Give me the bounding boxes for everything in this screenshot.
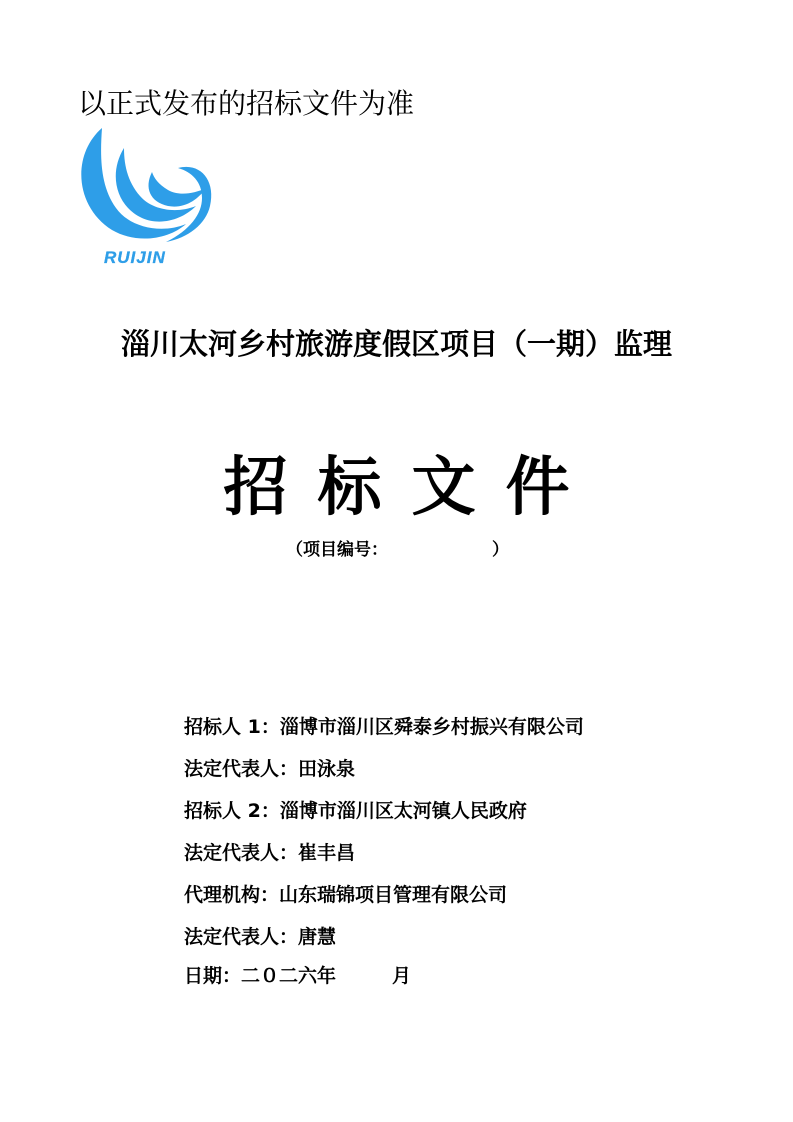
row-value: 淄博市淄川区太河镇人民政府	[279, 800, 527, 822]
row-label: 招标人 1：	[184, 716, 280, 738]
row-label: 法定代表人：	[184, 842, 299, 864]
row-value: 淄博市淄川区舜泰乡村振兴有限公司	[279, 716, 584, 738]
tenderer-2-row	[184, 790, 584, 832]
date-label: 日期：	[184, 965, 242, 987]
agency-row	[184, 874, 584, 916]
project-number-close: ）	[492, 540, 509, 560]
project-number	[286, 536, 509, 564]
row-value: 山东瑞锦项目管理有限公司	[279, 884, 508, 906]
legal-rep-1-row	[184, 748, 584, 790]
row-label: 招标人 2：	[184, 800, 280, 822]
date-year: 二０二六年	[241, 965, 337, 987]
row-value: 唐慧	[298, 926, 337, 948]
date-row	[184, 958, 584, 994]
date-month: 月	[392, 965, 412, 987]
row-label: 法定代表人：	[184, 758, 299, 780]
project-number-label: （项目编号：	[286, 540, 388, 560]
logo-text: RUIJIN	[104, 248, 166, 267]
document-title: 招标文件	[223, 451, 600, 525]
row-label: 法定代表人：	[184, 926, 299, 948]
row-label: 代理机构：	[184, 884, 280, 906]
tenderer-1-row	[184, 706, 584, 748]
row-value: 崔丰昌	[298, 842, 356, 864]
legal-rep-3-row	[184, 916, 584, 958]
project-title: 淄川太河乡村旅游度假区项目（一期）监理	[120, 327, 672, 361]
wave-logo-icon	[78, 126, 218, 248]
legal-rep-2-row	[184, 832, 584, 874]
notice-text: 以正式发布的招标文件为准	[78, 87, 415, 120]
company-logo	[78, 126, 218, 276]
row-value: 田泳泉	[298, 758, 356, 780]
parties-list	[184, 706, 584, 994]
